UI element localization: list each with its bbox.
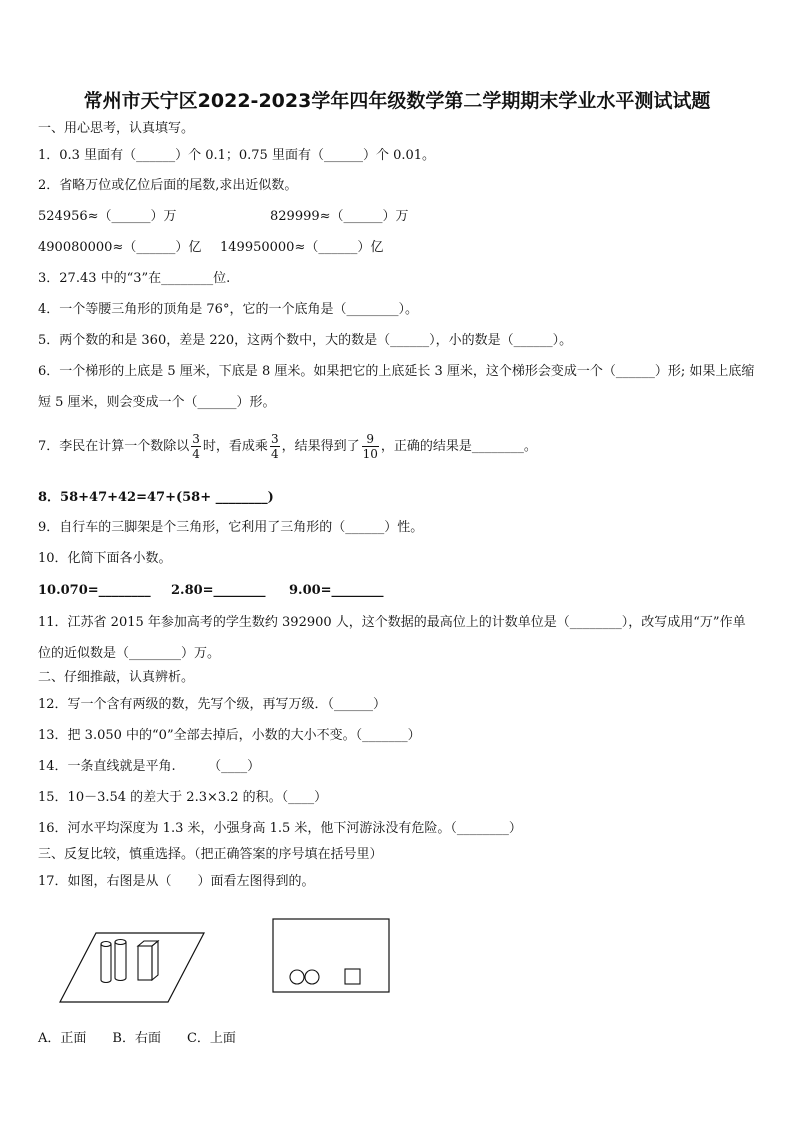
fraction-9-10: $\frac{9}{10}$: [362, 432, 378, 461]
section-heading-2: 二、仔细推敲，认真辨析。: [38, 670, 195, 685]
base-parallelogram: [60, 933, 204, 1002]
section-heading-1: 一、用心思考，认真填写。: [38, 121, 195, 136]
question-10: 10．化简下面各小数。: [38, 551, 172, 566]
question-7-mid2: ，结果得到了: [281, 439, 360, 454]
fraction-3-4-b: $\frac{3}{4}$: [270, 432, 279, 461]
view-frame: [273, 919, 389, 992]
question-3: 3．27.43 中的“3”在________位.: [38, 271, 231, 286]
question-7-mid1: 时，看成乘: [202, 439, 268, 454]
question-2-item-c: 490080000≈（______）亿: [38, 240, 202, 255]
question-2: 2．省略万位或亿位后面的尾数,求出近似数。: [38, 178, 298, 193]
page-title: 常州市天宁区2022-2023学年四年级数学第二学期期末学业水平测试试题: [83, 90, 711, 112]
question-6: 6．一个梯形的上底是 5 厘米，下底是 8 厘米。如果把它的上底延长 3 厘米，这个梯形会变成一个（______）形; 如果上底缩短 5 厘米，则会变成一个（______）形。: [38, 364, 755, 410]
question-12: 12．写一个含有两级的数，先写个级，再写万级．（______）: [38, 697, 387, 712]
question-7: [38, 432, 537, 461]
question-7-prefix: 7．李民在计算一个数除以: [38, 439, 190, 454]
question-11: 11．江苏省 2015 年参加高考的学生数约 392900 人，这个数据的最高位上的计数单位是（________），改写成用“万”作单位的近似数是（________）万。: [38, 615, 746, 661]
fraction-3-4-a: $\frac{3}{4}$: [192, 432, 200, 461]
question-17-options: A．正面 B．右面 C．上面: [38, 1031, 236, 1046]
solids-on-plane-figure: [58, 930, 208, 1005]
question-14: 14．一条直线就是平角. （____）: [38, 759, 261, 774]
question-10-item-c: 9.00=________: [289, 583, 384, 598]
question-2-item-b: 829999≈（______）万: [270, 209, 409, 224]
question-15: 15．10－3.54 的差大于 2.3×3.2 的积。（____）: [38, 790, 328, 805]
question-5: 5．两个数的和是 360，差是 220，这两个数中，大的数是（______），小的数是（______）。: [38, 333, 573, 348]
view-figure: [272, 918, 392, 994]
question-17: 17．如图，右图是从（ ）面看左图得到的。: [38, 874, 315, 889]
question-9: 9．自行车的三脚架是个三角形，它利用了三角形的（______）性。: [38, 520, 424, 535]
square: [345, 969, 360, 984]
question-4: 4．一个等腰三角形的顶角是 76°，它的一个底角是（________）。: [38, 302, 418, 317]
question-16: 16．河水平均深度为 1.3 米，小强身高 1.5 米，他下河游泳没有危险。（________）: [38, 821, 522, 836]
cylinder-1: [101, 942, 111, 983]
question-7-suffix: ，正确的结果是________。: [380, 439, 537, 454]
question-2-item-a: 524956≈（______）万: [38, 209, 177, 224]
cylinder-2: [115, 940, 126, 981]
section-heading-3: 三、反复比较，慎重选择。（把正确答案的序号填在括号里）: [38, 847, 383, 862]
question-10-item-b: 2.80=________: [171, 583, 266, 598]
question-13: 13．把 3.050 中的“0”全部去掉后，小数的大小不变。（_______）: [38, 728, 421, 743]
question-8: 8．58+47+42=47+(58+ ________): [38, 490, 274, 505]
question-10-item-a: 10.070=________: [38, 583, 151, 598]
question-2-item-d: 149950000≈（______）亿: [220, 240, 384, 255]
circle-1: [290, 970, 304, 984]
circle-2: [305, 970, 319, 984]
question-1: 1．0.3 里面有（______）个 0.1；0.75 里面有（______）个 0.01。: [38, 148, 436, 163]
cuboid: [138, 941, 158, 980]
